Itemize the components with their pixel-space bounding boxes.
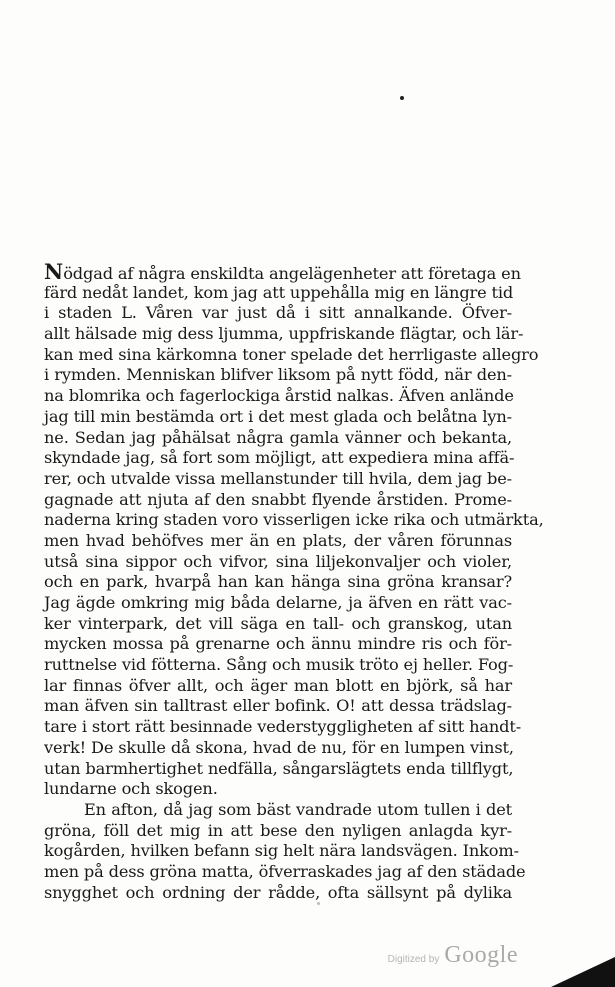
- page-corner-mark: [551, 957, 615, 987]
- text-line: Jag ägde omkring mig båda delarne, ja äfven en rätt vac-: [44, 593, 512, 612]
- drop-cap: N: [44, 259, 64, 284]
- body-text: [44, 259, 544, 903]
- text-line: i rymden. Menniskan blifver liksom på nytt född, när den-: [44, 365, 512, 385]
- text-line: allt hälsade mig dess ljumma, uppfriskande flägtar, och lär-: [44, 324, 524, 344]
- ink-speck: [400, 96, 404, 100]
- text-line: Nödgad af några enskildta angelägenheter att företaga en: [44, 259, 521, 284]
- text-line: gröna, föll det mig in att bese den nyligen anlagda kyr-: [44, 820, 512, 840]
- text-line: rer, och utvalde vissa mellanstunder till hvila, dem jag be-: [44, 468, 512, 488]
- text-line: man äfven sin talltrast eller bofink. O! att dessa trädslag-: [44, 696, 512, 716]
- text-line: men på dess gröna matta, öfverraskades jag af den städade: [44, 861, 526, 881]
- text-line: jag till min bestämda ort i det mest glada och belåtna lyn-: [44, 406, 512, 426]
- digitization-watermark: [388, 942, 518, 969]
- text-line: mycken mossa på grenarne och ännu mindre ris och för-: [44, 634, 512, 654]
- text-line: En afton, då jag som bäst vandrade utom tullen i det: [84, 799, 512, 819]
- text-line: kan med sina kärkomna toner spelade det herrligaste allegro: [44, 344, 539, 364]
- text-line: verk! De skulle då skona, hvad de nu, för en lumpen vinst,: [44, 737, 514, 757]
- ink-speck: [317, 902, 320, 905]
- text-line: utså sina sippor och vifvor, sina liljekonvaljer och violer,: [44, 551, 512, 571]
- digitized-by-label: Digitized by: [387, 954, 440, 965]
- text-line: lundarne och skogen.: [44, 779, 218, 799]
- text-line: färd nedåt landet, kom jag att uppehålla mig en längre tid: [44, 282, 514, 302]
- text-line: ruttnelse vid fötterna. Sång och musik tröto ej heller. Fog-: [44, 655, 514, 675]
- text-line: i staden L. Våren var just då i sitt annalkande. Öfver-: [44, 303, 512, 323]
- text-line: kogården, hvilken befann sig helt nära landsvägen. Inkom-: [44, 841, 519, 861]
- text-line: skyndade jag, så fort som möjligt, att expediera mina affä-: [44, 448, 515, 468]
- text-line: snygghet och ordning der rådde, ofta sällsynt på dylika: [44, 882, 512, 902]
- text-line: gagnade att njuta af den snabbt flyende årstiden. Prome-: [44, 489, 512, 509]
- text-line: lar finnas öfver allt, och äger man blott en björk, så har: [44, 675, 512, 695]
- text-line: ne. Sedan jag påhälsat några gamla vänner och bekanta,: [44, 427, 512, 447]
- text-line: tare i stort rätt besinnade vederstyggligheten af sitt handt-: [44, 717, 522, 737]
- text-line: naderna kring staden voro visserligen icke rika och utmärkta,: [44, 510, 544, 530]
- text-line: men hvad behöfves mer än en plats, der våren förunnas: [44, 530, 512, 550]
- google-logo: Google: [444, 942, 518, 968]
- text-line: ker vinterpark, det vill säga en tall- och granskog, utan: [44, 613, 512, 633]
- text-line: na blomrika och fagerlockiga årstid nalkas. Äfven anlände: [44, 386, 514, 406]
- text-line: utan barmhertighet nedfälla, sångarslägtets enda tillflygt,: [44, 758, 514, 778]
- text-line: och en park, hvarpå han kan hänga sina gröna kransar?: [44, 572, 512, 592]
